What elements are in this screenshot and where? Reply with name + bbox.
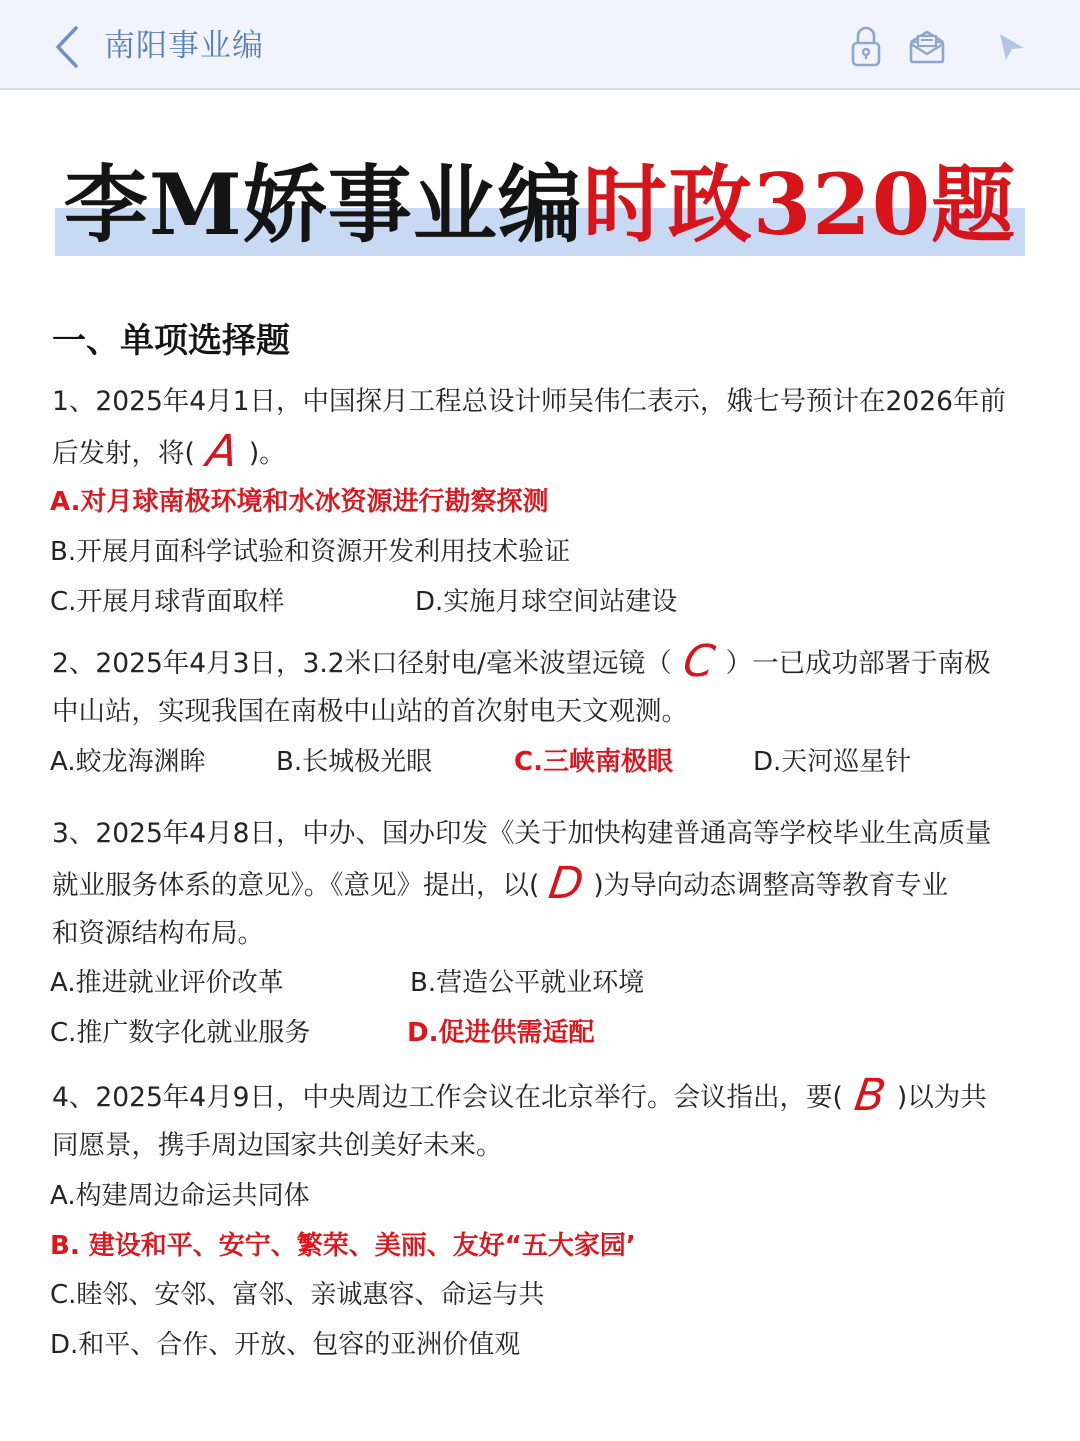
q4-handwritten-answer: B <box>851 1070 889 1121</box>
q1-option-c: C.开展月球背面取样 <box>50 587 285 617</box>
q3-line-3: 和资源结构布局。 <box>52 918 264 949</box>
q3-option-a: A.推进就业评价改革 <box>50 968 284 998</box>
q4-line-1-end: )以为共 <box>896 1082 987 1113</box>
q3-option-d: D.促进供需适配 <box>407 1018 595 1048</box>
q2-handwritten-answer: C <box>679 636 718 687</box>
q4-option-b: B. 建设和平、安宁、繁荣、美丽、友好“五大家园’ <box>50 1231 636 1261</box>
q1-line-2-start: 后发射，将( <box>52 438 195 469</box>
mail-icon[interactable] <box>905 24 949 68</box>
q4-line-2: 同愿景，携手周边国家共创美好未来。 <box>52 1130 503 1161</box>
q2-line-2: 中山站，实现我国在南极中山站的首次射电天文观测。 <box>52 696 688 727</box>
q3-line-2-start: 就业服务体系的意见》。《意见》提出，以( <box>52 870 540 901</box>
q2-line-1 <box>52 636 991 687</box>
q2-option-d: D.天河巡星针 <box>753 747 912 777</box>
back-arrow-icon[interactable] <box>48 24 88 70</box>
q3-line-1: 3、2025年4月8日，中办、国办印发《关于加快构建普通高等学校毕业生高质量 <box>52 818 992 849</box>
top-bar <box>0 0 1080 90</box>
lock-icon[interactable] <box>844 24 888 68</box>
q1-line-1: 1、2025年4月1日，中国探月工程总设计师吴伟仁表示，娥七号预计在2026年前 <box>52 386 1006 417</box>
title-block <box>55 150 1025 260</box>
q2-line-1-end: ）一已成功部署于南极 <box>725 648 991 679</box>
title-red-part: 时政320题 <box>582 155 1017 254</box>
q3-handwritten-answer: D <box>545 858 587 909</box>
q2-line-1-start: 2、2025年4月3日，3.2米口径射电/毫米波望远镜（ <box>52 648 672 679</box>
q3-line-2-end: )为导向动态调整高等教育专业 <box>593 870 949 901</box>
app-title: 南阳事业编 <box>104 28 264 64</box>
q1-option-b: B.开展月面科学试验和资源开发利用技术验证 <box>50 537 571 567</box>
q4-option-d: D.和平、合作、开放、包容的亚洲价值观 <box>50 1330 521 1360</box>
q2-option-c: C.三峡南极眼 <box>514 747 673 777</box>
q1-handwritten-answer: A <box>203 426 241 477</box>
send-icon[interactable] <box>990 24 1034 68</box>
q3-option-b: B.营造公平就业环境 <box>410 968 645 998</box>
q2-option-a: A.蛟龙海渊眸 <box>50 747 206 777</box>
q4-option-c: C.睦邻、安邻、富邻、亲诚惠容、命运与共 <box>50 1280 545 1310</box>
q1-option-d: D.实施月球空间站建设 <box>415 587 678 617</box>
q1-line-2-end: )。 <box>248 438 286 469</box>
page-title <box>55 150 1025 260</box>
q4-line-1 <box>52 1070 987 1121</box>
q4-option-a: A.构建周边命运共同体 <box>50 1181 310 1211</box>
q3-line-2 <box>52 858 949 909</box>
q1-option-a: A.对月球南极环境和水冰资源进行勘察探测 <box>50 487 549 517</box>
title-black-part: 李M娇事业编 <box>63 155 583 254</box>
q4-line-1-start: 4、2025年4月9日，中央周边工作会议在北京举行。会议指出，要( <box>52 1082 843 1113</box>
q2-option-b: B.长城极光眼 <box>276 747 433 777</box>
q1-line-2 <box>52 426 286 477</box>
section-heading: 一、单项选择题 <box>52 321 290 361</box>
q3-option-c: C.推广数字化就业服务 <box>50 1018 311 1048</box>
